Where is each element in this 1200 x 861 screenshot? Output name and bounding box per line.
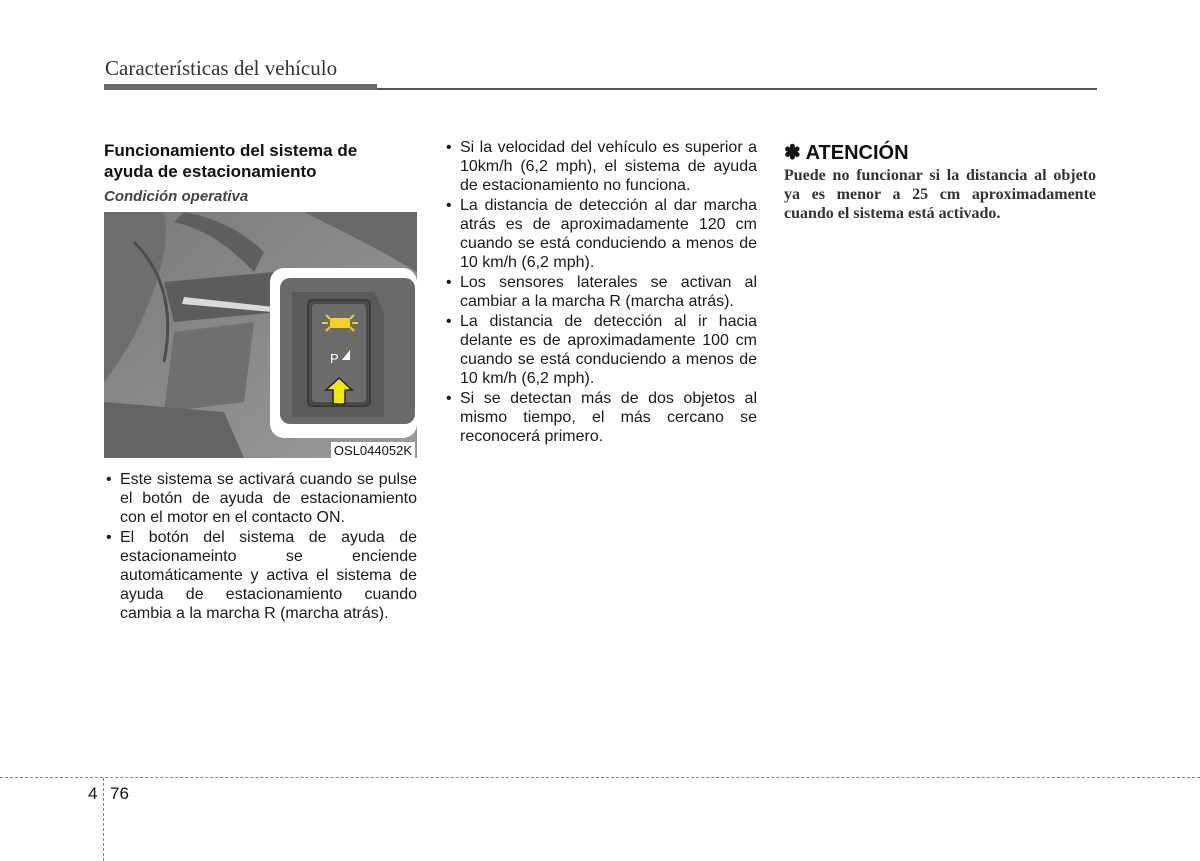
- list-item: • La distancia de detección al ir hacia delante es de aproximadamente 100 cm cuando se está conduciendo a menos de 10 km/h (6,2 mph).: [444, 312, 757, 388]
- parking-assist-figure: [104, 212, 417, 458]
- section-heading-line2: ayuda de estacionamiento: [104, 162, 317, 181]
- section-subheading: Condición operativa: [104, 188, 249, 205]
- header-rule-thin: [377, 88, 1097, 90]
- middle-bullet-list: [444, 138, 757, 447]
- list-item: • Este sistema se activará cuando se pulse el botón de ayuda de estacionamiento con el motor en el contacto ON.: [104, 470, 417, 527]
- list-item: • Si se detectan más de dos objetos al mismo tiempo, el más cercano se reconocerá primero.: [444, 389, 757, 446]
- figure-caption-box: [104, 442, 417, 460]
- list-item: • El botón del sistema de ayuda de estacionameinto se enciende automáticamente y activa el sistema de ayuda de estacionamiento cuando cambia a la marcha R (marcha atrás).: [104, 528, 417, 623]
- header-rule: [104, 84, 377, 90]
- section-heading-line1: Funcionamiento del sistema de: [104, 141, 358, 160]
- figure-caption: OSL044052K: [331, 442, 415, 459]
- left-bullet-list: [104, 470, 417, 624]
- chapter-number: 4: [88, 784, 98, 803]
- section-heading: [104, 140, 418, 182]
- page-number: 76: [110, 784, 129, 803]
- list-item: • Los sensores laterales se activan al cambiar a la marcha R (marcha atrás).: [444, 273, 757, 311]
- parking-button-label: P: [330, 351, 339, 366]
- dashboard-illustration: [104, 212, 417, 458]
- page-header-title: Características del vehículo: [105, 56, 338, 80]
- attention-body: Puede no funcionar si la distancia al objeto ya es menor a 25 cm aproximadamente cuando el sistema está activado.: [784, 167, 1096, 222]
- attention-title: ✽ ATENCIÓN: [784, 142, 909, 164]
- section-heading-block: [104, 140, 418, 205]
- list-item: • Si la velocidad del vehículo es superior a 10km/h (6,2 mph), el sistema de ayuda de estacionamiento no funciona.: [444, 138, 757, 195]
- footer-divider: [0, 777, 1200, 778]
- footer-vertical-divider: [103, 778, 104, 861]
- list-item: • La distancia de detección al dar marcha atrás es de aproximadamente 120 cm cuando se está conduciendo a menos de 10 km/h (6,2 mph).: [444, 196, 757, 272]
